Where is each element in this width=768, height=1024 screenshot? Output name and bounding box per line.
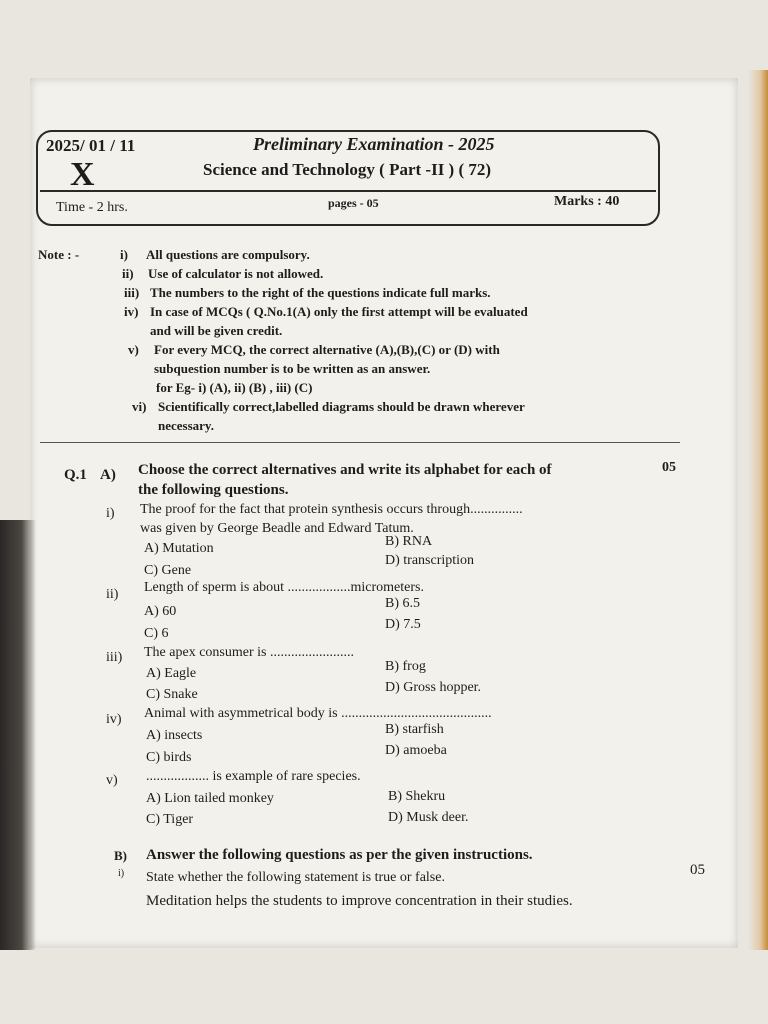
option: A) Eagle — [146, 666, 197, 681]
question-number: v) — [106, 773, 118, 788]
option: C) Gene — [144, 563, 192, 578]
option: C) Tiger — [146, 812, 194, 827]
note-item: for Eg- i) (A), ii) (B) , iii) (C) — [156, 380, 313, 395]
q1-partA-label: A) — [100, 467, 116, 483]
question-number: i) — [118, 868, 125, 879]
option: B) frog — [385, 659, 426, 674]
exam-time: Time - 2 hrs. — [56, 200, 128, 215]
question-text: Animal with asymmetrical body is ........................................... — [144, 706, 492, 721]
q1-partA-instruction-2: the following questions. — [138, 482, 289, 498]
question-text: Meditation helps the students to improve concentration in their studies. — [146, 893, 573, 909]
note-item: ii) Use of calculator is not allowed. — [122, 266, 324, 281]
option: C) 6 — [144, 626, 169, 641]
note-item: subquestion number is to be written as an answer. — [154, 361, 431, 376]
question-text: was given by George Beadle and Edward Tatum. — [140, 521, 414, 536]
option: B) 6.5 — [385, 596, 420, 611]
header-divider — [40, 190, 656, 192]
option: A) 60 — [144, 604, 177, 619]
q1-partB-marks: 05 — [690, 862, 705, 878]
note-item: iii) The numbers to the right of the questions indicate full marks. — [124, 285, 491, 300]
exam-date: 2025/ 01 / 11 — [46, 136, 136, 155]
exam-pages: pages - 05 — [328, 196, 379, 210]
q1-label: Q.1 — [64, 467, 87, 483]
option: A) Mutation — [144, 541, 214, 556]
note-item: i) All questions are compulsory. — [120, 247, 310, 262]
question-number: iv) — [106, 712, 122, 727]
q1-partA-marks: 05 — [662, 460, 676, 475]
question-number: ii) — [106, 587, 119, 602]
option: A) insects — [146, 728, 203, 743]
option: D) Gross hopper. — [385, 680, 482, 695]
note-item: v) For every MCQ, the correct alternative (A),(B),(C) or (D) with — [128, 342, 500, 357]
option: D) amoeba — [385, 743, 447, 758]
question-text: The apex consumer is ........................ — [144, 645, 354, 660]
note-item: and will be given credit. — [150, 323, 283, 338]
exam-class: X — [70, 156, 95, 193]
option: B) RNA — [385, 534, 433, 549]
exam-marks: Marks : 40 — [554, 194, 620, 209]
note-label: Note : - — [38, 247, 80, 262]
option: C) birds — [146, 750, 192, 765]
note-item: iv) In case of MCQs ( Q.No.1(A) only the first attempt will be evaluated — [124, 304, 528, 319]
page-shadow — [0, 520, 36, 950]
option: A) Lion tailed monkey — [146, 791, 274, 806]
exam-title: Preliminary Examination - 2025 — [253, 134, 495, 154]
note-item: vi) Scientifically correct,labelled diagrams should be drawn wherever — [132, 399, 525, 414]
question-text: Length of sperm is about ..................micrometers. — [144, 580, 424, 595]
exam-subject: Science and Technology ( Part -II ) ( 72) — [203, 160, 492, 179]
question-text: The proof for the fact that protein synthesis occurs through............... — [140, 502, 523, 517]
q1-partB-label: B) — [114, 848, 127, 863]
page-edge — [748, 70, 768, 950]
option: D) transcription — [385, 553, 475, 568]
option: D) 7.5 — [385, 617, 421, 632]
question-number: i) — [106, 506, 115, 521]
q1-partB-instruction: Answer the following questions as per the given instructions. — [146, 847, 533, 863]
question-number: iii) — [106, 650, 123, 665]
option: D) Musk deer. — [388, 810, 469, 825]
question-text: State whether the following statement is true or false. — [146, 870, 445, 885]
section-divider — [40, 442, 680, 443]
option: C) Snake — [146, 687, 198, 702]
q1-partA-instruction: Choose the correct alternatives and write its alphabet for each of — [138, 462, 552, 478]
exam-header — [36, 130, 660, 226]
question-text: .................. is example of rare species. — [146, 769, 361, 784]
note-item: necessary. — [158, 418, 214, 433]
option: B) Shekru — [388, 789, 446, 804]
option: B) starfish — [385, 722, 444, 737]
